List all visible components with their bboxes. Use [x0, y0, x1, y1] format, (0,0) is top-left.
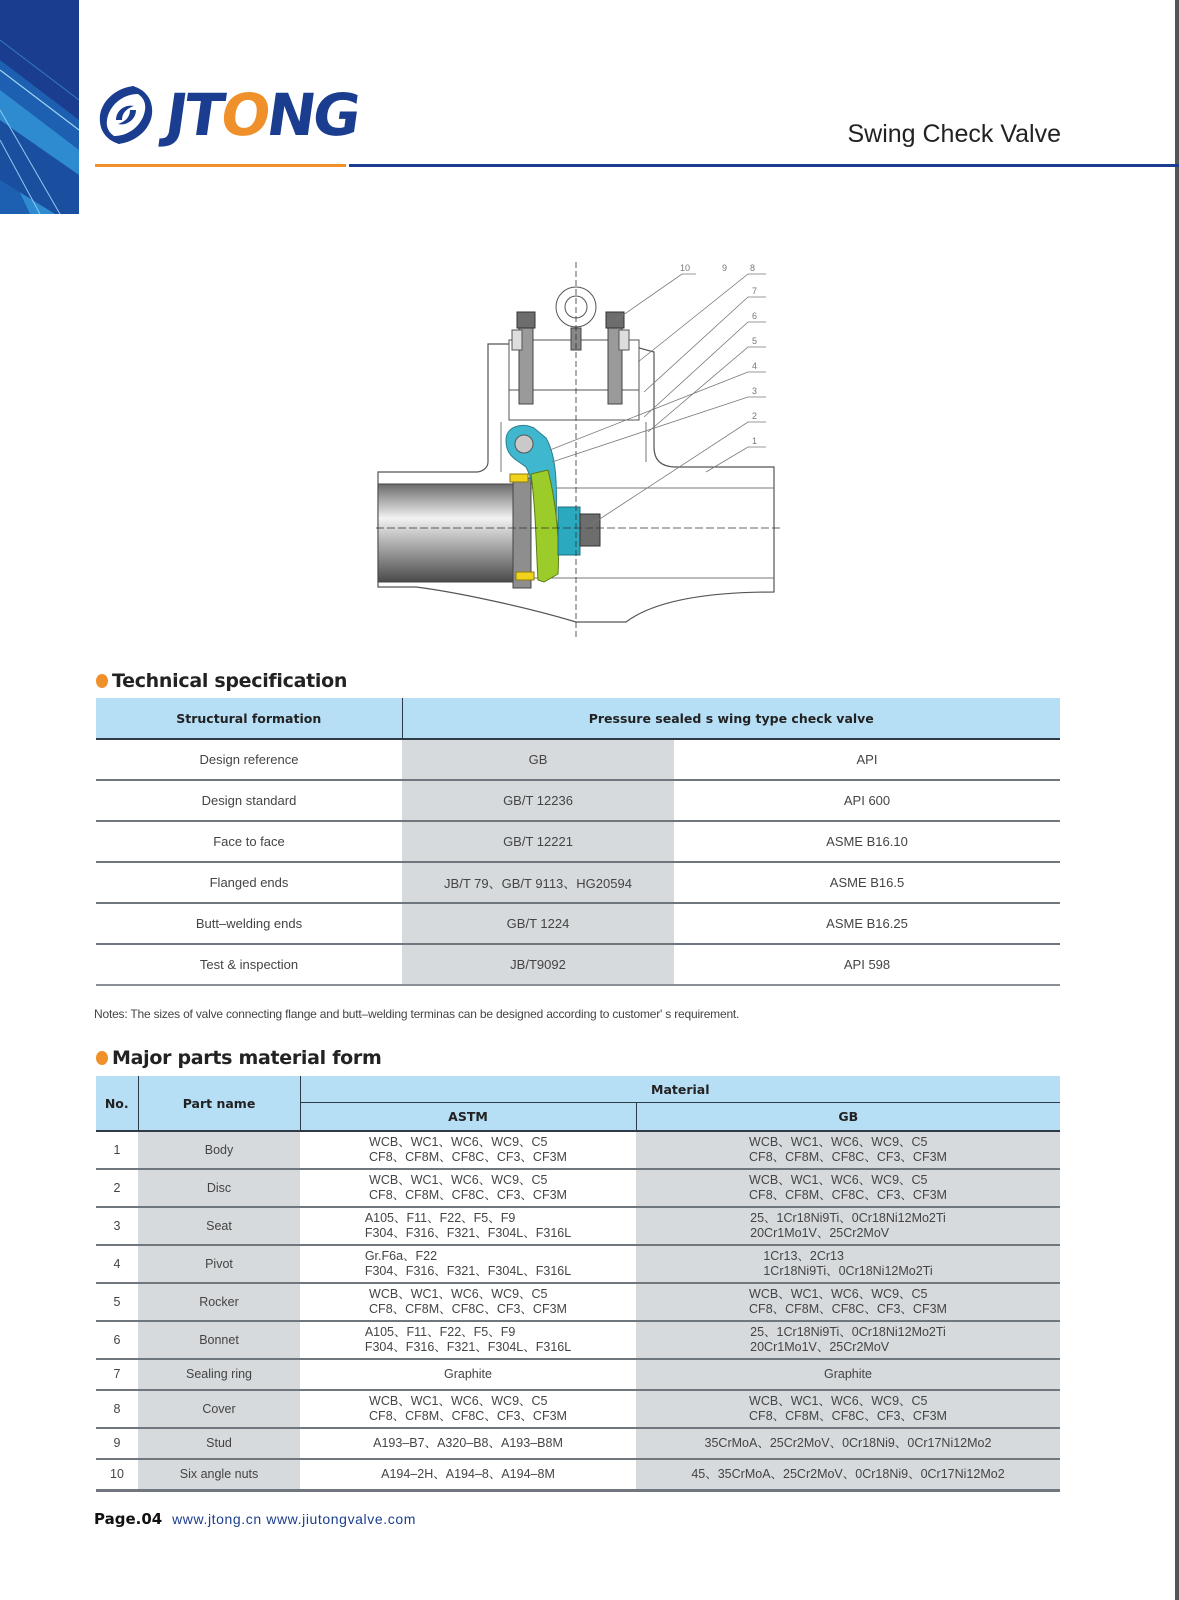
- spec-row: [96, 739, 1060, 780]
- callout-1: 1: [752, 436, 758, 446]
- gb-material: [636, 1428, 1060, 1459]
- gb-material-line: CF8、CF8M、CF8C、CF3、CF3M: [749, 1302, 947, 1316]
- spec-gb-value: GB/T 12236: [402, 780, 674, 821]
- callout-4: 4: [752, 361, 758, 371]
- gb-material-line: WCB、WC1、WC6、WC9、C5: [749, 1135, 928, 1149]
- spec-api-value: API: [674, 739, 1060, 780]
- gb-material-line: WCB、WC1、WC6、WC9、C5: [749, 1173, 928, 1187]
- astm-material: [300, 1428, 636, 1459]
- material-row: [96, 1283, 1060, 1321]
- spec-gb-value: JB/T 79、GB/T 9113、HG20594: [402, 862, 674, 903]
- astm-material: [300, 1321, 636, 1359]
- gb-material: [636, 1321, 1060, 1359]
- astm-material: [300, 1207, 636, 1245]
- part-number: 1: [96, 1131, 138, 1169]
- material-row: [96, 1245, 1060, 1283]
- astm-material: [300, 1459, 636, 1491]
- astm-material: [300, 1245, 636, 1283]
- material-row: [96, 1169, 1060, 1207]
- gb-material-line: 20Cr1Mo1V、25Cr2MoV: [750, 1226, 890, 1240]
- astm-material-line: CF8、CF8M、CF8C、CF3、CF3M: [369, 1150, 567, 1164]
- astm-material: [300, 1169, 636, 1207]
- spec-label: Butt–welding ends: [96, 903, 402, 944]
- spec-row: [96, 903, 1060, 944]
- astm-material: [300, 1390, 636, 1428]
- spec-row: [96, 862, 1060, 903]
- spec-api-value: API 598: [674, 944, 1060, 985]
- material-row: [96, 1459, 1060, 1491]
- gb-material-line: CF8、CF8M、CF8C、CF3、CF3M: [749, 1188, 947, 1202]
- part-name: Pivot: [138, 1245, 300, 1283]
- spec-api-value: ASME B16.25: [674, 903, 1060, 944]
- header-material: Material: [300, 1076, 1060, 1103]
- gb-material-line: 1Cr18Ni9Ti、0Cr18Ni12Mo2Ti: [763, 1264, 933, 1278]
- part-name: Disc: [138, 1169, 300, 1207]
- callout-3: 3: [752, 386, 758, 396]
- gb-material: [636, 1207, 1060, 1245]
- spec-gb-value: GB: [402, 739, 674, 780]
- bullet-dot-icon: [96, 674, 108, 688]
- spec-label: Test & inspection: [96, 944, 402, 985]
- header-no: No.: [96, 1076, 138, 1131]
- part-name: Bonnet: [138, 1321, 300, 1359]
- part-number: 3: [96, 1207, 138, 1245]
- astm-material-line: WCB、WC1、WC6、WC9、C5: [369, 1135, 548, 1149]
- header-gb: GB: [636, 1103, 1060, 1132]
- callout-2: 2: [752, 411, 758, 421]
- logo-swirl-icon: [94, 82, 158, 148]
- gb-material: [636, 1390, 1060, 1428]
- astm-material-line: F304、F316、F321、F304L、F316L: [364, 1340, 572, 1354]
- astm-material-line: A193–B7、A320–B8、A193–B8M: [373, 1436, 563, 1450]
- gb-material-line: CF8、CF8M、CF8C、CF3、CF3M: [749, 1150, 947, 1164]
- gb-material: [636, 1131, 1060, 1169]
- callout-numbers: [680, 263, 757, 446]
- astm-material: [300, 1131, 636, 1169]
- astm-material-line: A194–2H、A194–8、A194–8M: [381, 1467, 555, 1481]
- astm-material: [300, 1359, 636, 1390]
- corner-decoration: [0, 0, 79, 214]
- part-number: 5: [96, 1283, 138, 1321]
- page-footer: [94, 1510, 416, 1528]
- callout-7: 7: [752, 286, 758, 296]
- logo-wordmark: JTONG: [161, 81, 363, 149]
- gb-material-line: 25、1Cr18Ni9Ti、0Cr18Ni12Mo2Ti: [750, 1325, 946, 1339]
- spec-gb-value: JB/T9092: [402, 944, 674, 985]
- spec-row: [96, 944, 1060, 985]
- gb-material-line: WCB、WC1、WC6、WC9、C5: [749, 1287, 928, 1301]
- callout-6: 6: [752, 311, 758, 321]
- part-name: Rocker: [138, 1283, 300, 1321]
- astm-material-line: CF8、CF8M、CF8C、CF3、CF3M: [369, 1409, 567, 1423]
- part-name: Six angle nuts: [138, 1459, 300, 1491]
- spec-api-value: API 600: [674, 780, 1060, 821]
- astm-material-line: Graphite: [444, 1367, 492, 1381]
- gb-material-line: 25、1Cr18Ni9Ti、0Cr18Ni12Mo2Ti: [750, 1211, 946, 1225]
- astm-material-line: CF8、CF8M、CF8C、CF3、CF3M: [369, 1302, 567, 1316]
- spec-label: Design standard: [96, 780, 402, 821]
- part-name: Cover: [138, 1390, 300, 1428]
- spec-header-structural: Structural formation: [96, 698, 402, 739]
- material-row: [96, 1428, 1060, 1459]
- brand-logo: [94, 80, 363, 150]
- gb-material-line: 35CrMoA、25Cr2MoV、0Cr18Ni9、0Cr17Ni12Mo2: [704, 1436, 992, 1450]
- technical-spec-heading: Technical specification: [96, 670, 347, 692]
- spec-header-row: [96, 698, 1060, 739]
- part-name: Sealing ring: [138, 1359, 300, 1390]
- part-number: 2: [96, 1169, 138, 1207]
- astm-material-line: F304、F316、F321、F304L、F316L: [364, 1226, 572, 1240]
- material-row: [96, 1390, 1060, 1428]
- gb-material-line: CF8、CF8M、CF8C、CF3、CF3M: [749, 1409, 947, 1423]
- material-row: [96, 1207, 1060, 1245]
- spec-api-value: ASME B16.5: [674, 862, 1060, 903]
- footer-urls[interactable]: www.jtong.cn www.jiutongvalve.com: [172, 1511, 416, 1527]
- technical-spec-table: [96, 698, 1060, 986]
- material-row: [96, 1321, 1060, 1359]
- gb-material-line: WCB、WC1、WC6、WC9、C5: [749, 1394, 928, 1408]
- materials-table: [96, 1076, 1060, 1492]
- page-edge: [1175, 0, 1179, 1600]
- spec-row: [96, 780, 1060, 821]
- part-number: 10: [96, 1459, 138, 1491]
- material-row: [96, 1131, 1060, 1169]
- astm-material-line: A105、F11、F22、F5、F9: [364, 1211, 516, 1225]
- part-number: 8: [96, 1390, 138, 1428]
- gb-material: [636, 1459, 1060, 1491]
- header-part-name: Part name: [138, 1076, 300, 1131]
- part-number: 4: [96, 1245, 138, 1283]
- part-name: Body: [138, 1131, 300, 1169]
- astm-material: [300, 1283, 636, 1321]
- part-name: Stud: [138, 1428, 300, 1459]
- spec-label: Face to face: [96, 821, 402, 862]
- part-name: Seat: [138, 1207, 300, 1245]
- gb-material: [636, 1169, 1060, 1207]
- astm-material-line: Gr.F6a、F22: [364, 1249, 438, 1263]
- gb-material-line: 20Cr1Mo1V、25Cr2MoV: [750, 1340, 890, 1354]
- astm-material-line: WCB、WC1、WC6、WC9、C5: [369, 1394, 548, 1408]
- astm-material-line: WCB、WC1、WC6、WC9、C5: [369, 1287, 548, 1301]
- materials-heading: Major parts material form: [96, 1047, 382, 1069]
- header-rule-orange: [95, 164, 346, 167]
- page-number: Page.04: [94, 1510, 163, 1528]
- part-number: 6: [96, 1321, 138, 1359]
- astm-material-line: CF8、CF8M、CF8C、CF3、CF3M: [369, 1188, 567, 1202]
- astm-material-line: F304、F316、F321、F304L、F316L: [364, 1264, 572, 1278]
- material-row: [96, 1359, 1060, 1390]
- gb-material-line: 1Cr13、2Cr13: [763, 1249, 844, 1263]
- spec-label: Design reference: [96, 739, 402, 780]
- header-astm: ASTM: [300, 1103, 636, 1132]
- callout-9: 9: [722, 263, 728, 273]
- astm-material-line: WCB、WC1、WC6、WC9、C5: [369, 1173, 548, 1187]
- spec-api-value: ASME B16.10: [674, 821, 1060, 862]
- part-number: 9: [96, 1428, 138, 1459]
- valve-cross-section-diagram: [376, 262, 781, 640]
- spec-row: [96, 821, 1060, 862]
- gb-material: [636, 1245, 1060, 1283]
- callout-5: 5: [752, 336, 758, 346]
- astm-material-line: A105、F11、F22、F5、F9: [364, 1325, 516, 1339]
- header-rule-blue: [349, 164, 1179, 167]
- gb-material: [636, 1359, 1060, 1390]
- gb-material-line: 45、35CrMoA、25Cr2MoV、0Cr18Ni9、0Cr17Ni12Mo2: [691, 1467, 1005, 1481]
- part-number: 7: [96, 1359, 138, 1390]
- callout-10: 10: [680, 263, 691, 273]
- gb-material: [636, 1283, 1060, 1321]
- gb-material-line: Graphite: [824, 1367, 872, 1381]
- spec-gb-value: GB/T 1224: [402, 903, 674, 944]
- spec-gb-value: GB/T 12221: [402, 821, 674, 862]
- bullet-dot-icon: [96, 1051, 108, 1065]
- spec-notes: Notes: The sizes of valve connecting flange and butt–welding terminas can be designed according to customer' s requirement.: [94, 1007, 740, 1021]
- page-title: Swing Check Valve: [847, 120, 1061, 148]
- spec-label: Flanged ends: [96, 862, 402, 903]
- spec-header-type: Pressure sealed s wing type check valve: [402, 698, 1060, 739]
- callout-8: 8: [750, 263, 756, 273]
